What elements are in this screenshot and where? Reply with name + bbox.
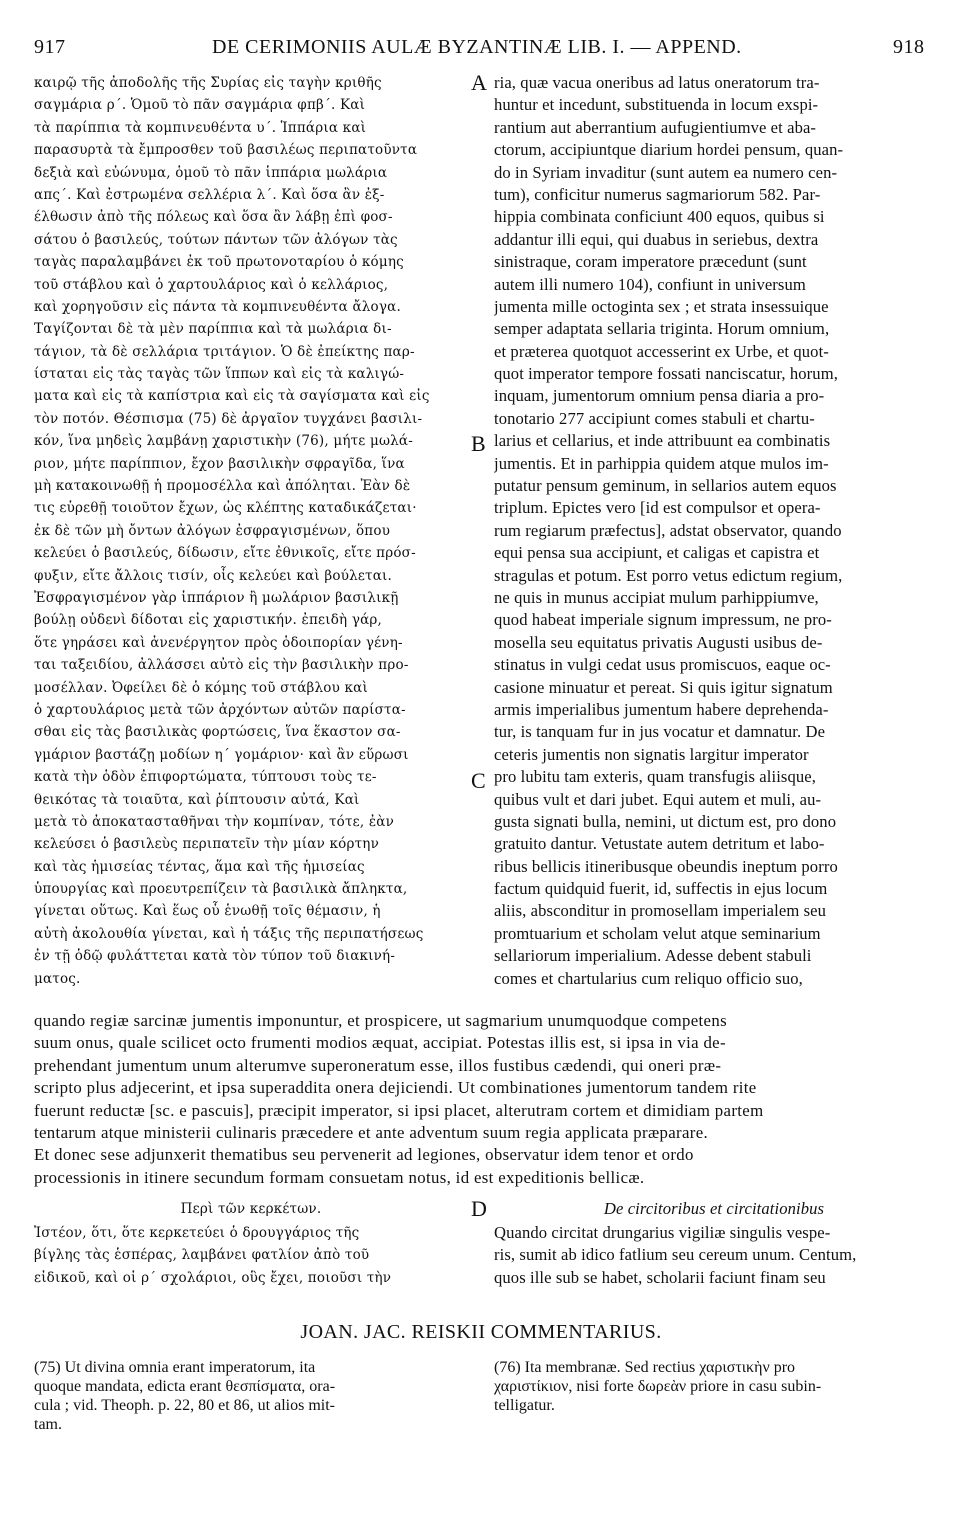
text-line: addantur illi equi, qui duabus in seriebus, dextra bbox=[494, 229, 819, 249]
text-line: χαριστίκιον, nisi forte δωρεὰν priore in casu subin- bbox=[494, 1378, 822, 1395]
text-line: ὅτε γηράσει καὶ ἀνενέργητον πρὸς ὁδοιπορίαν γένη- bbox=[34, 634, 403, 651]
text-line: τάγιον, τὰ δὲ σελλάρια τριτάγιον. Ὁ δὲ ἐπείκτης παρ- bbox=[34, 343, 415, 360]
text-line: απς΄. Καὶ ἐστρωμένα σελλέρια λ΄. Καὶ ὅσα ἂν ἐξ- bbox=[34, 186, 385, 203]
text-line: semper adaptata sellaria triginta. Horum omnium, bbox=[494, 319, 830, 339]
text-line: quod habeat imperiale signum impressum, ne pro- bbox=[494, 610, 832, 630]
text-line: do in Syriam invaditur (sunt autem ea numero cen- bbox=[494, 162, 838, 182]
text-line: ne quis in munus accipiat mulum parhippiumve, bbox=[494, 587, 819, 607]
greek-section-heading: Περὶ τῶν κερκέτων. bbox=[180, 1201, 322, 1217]
text-line: Et donec sese adjunxerit thematibus seu pervenerit ad legiones, observatur idem tenor et ordo bbox=[34, 1145, 694, 1165]
text-line: καιρῷ τῆς ἀποδολῆς τῆς Συρίας εἰς ταγὴν κριθῆς bbox=[34, 75, 382, 91]
text-line: μὴ κατακοινωθῇ ἡ προμοσέλλα καὶ ἀπόληται. Ἐὰν δὲ bbox=[34, 478, 411, 495]
text-line: βούλῃ οὐδενὶ δίδοται εἰς χαριστικήν. ἐπειδὴ γάρ, bbox=[34, 612, 383, 629]
text-line: stragulas et potum. Est porro vetus edictum regium, bbox=[494, 565, 843, 585]
text-line: ὑπουργίας καὶ προευτρεπίζειν τὰ βασιλικὰ ἄπληκτα, bbox=[34, 881, 408, 898]
text-line: quibus vult et dari jubet. Equi autem et muli, au- bbox=[494, 789, 822, 809]
text-line: τοῦ στάβλου καὶ ὁ χαρτουλάριος καὶ ὁ κελλάριος, bbox=[34, 276, 389, 293]
text-line: κόν, ἵνα μηδεὶς λαμβάνῃ χαριστικὴν (76), μήτε μωλά- bbox=[34, 433, 413, 450]
text-line: έλθωσιν ἀπὸ τῆς πόλεως καὶ ὅσα ἂν λάβῃ ἐπὶ φοσ- bbox=[34, 209, 393, 226]
text-line: rum regiarum præfectus], adstat observator, quando bbox=[494, 520, 842, 540]
text-line: ὁ χαρτουλάριος μετὰ τῶν ἀρχόντων αὐτῶν παρίστα- bbox=[34, 701, 406, 718]
text-line: larius et cellarius, et inde attribuunt ea combinatis bbox=[494, 431, 831, 451]
text-line: σαγμάρια ρ΄. Ὁμοῦ τὸ πᾶν σαγμάρια φπβ΄. Καὶ bbox=[34, 97, 366, 114]
text-line: Ταγίζονται δὲ τὰ μὲν παρίππια καὶ τὰ μωλάρια δι- bbox=[34, 321, 392, 338]
text-line: telligatur. bbox=[494, 1397, 555, 1414]
text-line: promtuarium et scholam velut atque seminarium bbox=[494, 923, 821, 943]
text-line: tam. bbox=[34, 1416, 62, 1433]
page-number-left: 917 bbox=[34, 36, 66, 58]
text-line: suum onus, quale scilicet octo frumenti modios æquat, accipiat. Potestas illis est, si ipsa in via de- bbox=[34, 1033, 726, 1053]
text-line: γίνεται οὕτως. Καὶ ἕως οὗ ἑνωθῇ τοῖς θέμασιν, ἡ bbox=[34, 903, 381, 920]
text-line: armis imperialibus jumentum habere deprehenda- bbox=[494, 699, 829, 719]
text-line: quot imperator tempore fossati nanciscatur, horum, bbox=[494, 364, 838, 384]
text-line: jumenta mille octoginta sex ; et strata insessuique bbox=[494, 296, 829, 316]
text-line: μετὰ τὸ ἀποκατασταθῆναι τὴν κομπίναν, τότε, ἐὰν bbox=[34, 813, 394, 830]
text-line: γμάριον βαστάζῃ μοδίων η΄ γομάριον· καὶ ἂν εὕρωσι bbox=[34, 746, 409, 763]
text-line: ριον, μήτε παρίππιον, ἔχον βασιλικὴν σφραγῖδα, ἵνα bbox=[34, 455, 405, 472]
text-line: autem illi numero 104), confiunt in universum bbox=[494, 274, 806, 294]
text-line: processionis in itinere secundum formam consuetam notus, id est expeditionis bellicæ. bbox=[34, 1167, 645, 1187]
text-line: comes et chartularius cum reliquo officio suo, bbox=[494, 968, 803, 988]
text-line: ἐκ δὲ τῶν μὴ ὄντων ἀλόγων ἐσφραγισμένων, ὅπου bbox=[34, 522, 391, 539]
text-line: σθαι εἰς τὰς βασιλικὰς φορτώσεις, ἵνα ἕκαστον σα- bbox=[34, 724, 401, 741]
text-line: quando regiæ sarcinæ jumentis imponuntur, et prospicere, ut sagmarium unumquodque competens bbox=[34, 1011, 727, 1030]
text-line: ceteris jumentis non signatis largitur imperator bbox=[494, 744, 809, 764]
text-line: factum quidquid fuerit, id, suffectis in ejus locum bbox=[494, 879, 828, 899]
text-line: ται ταξειδίου, ἀλλάσσει αὐτὸ εἰς τὴν βασιλικὴν προ- bbox=[34, 657, 409, 674]
text-line: τὸν ποτόν. Θέσπισμα (75) δὲ ἀργαῖον τυγχάνει βασιλι- bbox=[34, 410, 423, 427]
text-line: tonotario 277 accipiunt comes stabuli et chartu- bbox=[494, 408, 815, 428]
text-line: τὰ παρίππια τὰ κομπινευθέντα υ΄. Ἱππάρια καὶ bbox=[34, 119, 367, 136]
text-line: tum), conficitur numerus sagmariorum 582. Par- bbox=[494, 184, 821, 204]
text-line: fuerunt reductæ [sc. e pascuis], præcipit imperator, si ipsi placet, alterutram cortem et dimidiam partem bbox=[34, 1100, 764, 1120]
text-line: καὶ χορηγοῦσιν εἰς πάντα τὰ κομπινευθέντα ἄλογα. bbox=[34, 298, 401, 315]
text-line: κελεύει ὁ βασιλεύς, δίδωσιν, εἴτε ἐθνικοῖς, εἴτε πρόσ- bbox=[34, 545, 416, 562]
text-line: gusta signati bulla, nemini, ut dictum est, pro dono bbox=[494, 811, 837, 831]
footnote-76 bbox=[494, 1358, 934, 1415]
text-line: quoque mandata, edicta erant θεσπίσματα, ora- bbox=[34, 1378, 336, 1395]
text-line: gratuito dantur. Vetustate autem detritum et labo- bbox=[494, 834, 825, 854]
text-line: aliis, absconditur in promosellam imperialem seu bbox=[494, 901, 826, 921]
text-line: ribus bellicis itineribusque obeundis ineptum porro bbox=[494, 856, 838, 876]
text-line: καὶ τὰς ἡμισείας τέντας, ἅμα καὶ τῆς ἡμισείας bbox=[34, 858, 365, 875]
running-title: DE CERIMONIIS AULÆ BYZANTINÆ LIB. I. — APPEND. bbox=[212, 36, 742, 58]
text-line: σάτου ὁ βασιλεύς, τούτων πάντων τῶν ἀλόγων τὰς bbox=[34, 231, 398, 248]
text-line: stinatus in vulgi cedat usus promiscuos, eaque oc- bbox=[494, 655, 831, 675]
text-line: inquam, jumentorum omnium pensa diaria a pro- bbox=[494, 386, 825, 406]
latin-section-heading: De circitoribus et circitationibus bbox=[603, 1199, 825, 1218]
text-line: θεικότας τὰ τοιαῦτα, καὶ ῥίπτουσιν αὐτά, Καὶ bbox=[34, 791, 360, 808]
margin-marker-b: B bbox=[471, 431, 486, 456]
text-line: (75) Ut divina omnia erant imperatorum, ita bbox=[34, 1359, 316, 1376]
text-line: triplum. Epictes vero [id est compulsor et opera- bbox=[494, 498, 821, 518]
text-line: (76) Ita membranæ. Sed rectius χαριστικὴν pro bbox=[494, 1359, 796, 1376]
text-line: jumentis. Et in parhippia quidem atque mulos im- bbox=[494, 453, 829, 473]
text-line: putatur pensum geminum, in sellarios autem equos bbox=[494, 476, 837, 496]
greek-text-bottom bbox=[34, 1222, 468, 1289]
text-line: rantium aut aberrantium aufugientiumve et aba- bbox=[494, 117, 817, 137]
text-line: Ἰστέον, ὅτι, ὅτε κερκετεύει ὁ δρουγγάριος τῆς bbox=[34, 1225, 360, 1241]
margin-marker-d: D bbox=[471, 1196, 487, 1221]
text-line: Quando circitat drungarius vigiliæ singulis vespe- bbox=[494, 1223, 831, 1242]
latin-full-width-text bbox=[34, 1010, 934, 1189]
text-line: ris, sumit ab idico fatlium seu cereum unum. Centum, bbox=[494, 1245, 857, 1265]
running-header bbox=[0, 36, 962, 64]
text-line: ἐν τῇ ὁδῷ φυλάττεται κατὰ τὸν τύπον τοῦ διακινή- bbox=[34, 948, 396, 965]
text-line: μοσέλλαν. Ὀφείλει δὲ ὁ κόμης τοῦ στάβλου καὶ bbox=[34, 679, 368, 696]
latin-text-bottom bbox=[494, 1222, 934, 1289]
text-line: ταγὰς παραλαμβάνει ἐκ τοῦ πρωτονοταρίου ὁ κόμης bbox=[34, 254, 404, 271]
footnote-75 bbox=[34, 1358, 464, 1434]
text-line: κατὰ τὴν ὁδὸν ἐπιφορτώματα, τύπτουσι τοὺς τε- bbox=[34, 769, 377, 786]
text-line: huntur et incedunt, substituenda in locum exspi- bbox=[494, 95, 819, 115]
text-line: παρασυρτὰ τὰ ἔμπροσθεν τοῦ βασιλέως περιπατοῦντα bbox=[34, 142, 418, 159]
text-line: et præterea quotquot accesserint ex Urbe, et quot- bbox=[494, 341, 829, 361]
text-line: φυξιν, εἴτε ἄλλοις τισίν, οἷς κελεύει καὶ βούλεται. bbox=[34, 567, 393, 584]
text-line: sinistraque, coram imperatore præcedunt (sunt bbox=[494, 252, 807, 272]
text-line: ctorum, accipiuntque diarium hordei pensum, quan- bbox=[494, 140, 844, 160]
margin-marker-a: A bbox=[471, 70, 487, 95]
text-line: δεξιὰ καὶ εὐώνυμα, ὁμοῦ τὸ πᾶν ἱππάρια μωλάρια bbox=[34, 164, 388, 181]
commentary-title: JOAN. JAC. REISKII COMMENTARIUS. bbox=[300, 1321, 662, 1343]
text-line: casione minuatur et pereat. Si quis igitur signatum bbox=[494, 677, 833, 697]
text-line: εἰδικοῦ, καὶ οἱ ρ΄ σχολάριοι, οὓς ἔχει, ποιοῦσι τὴν bbox=[34, 1269, 392, 1286]
text-line: Ἐσφραγισμένον γὰρ ἱππάριον ἢ μωλάριον βασιλικῇ bbox=[34, 589, 399, 606]
text-line: quos ille sub se habet, scholarii faciunt finam seu bbox=[494, 1267, 826, 1287]
text-line: scripto plus adjecerint, et ipsa superaddita onera dejiciendi. Ut combinationes jumentorum tandem rite bbox=[34, 1078, 757, 1098]
text-line: equi pensa sua accipiunt, et caligas et capistra et bbox=[494, 543, 820, 563]
greek-text-column bbox=[34, 72, 468, 990]
text-line: tentarum atque ministerii culinaris præcedere et ante adventum suum regia applicata præparare. bbox=[34, 1122, 709, 1142]
text-line: κελεύσει ὁ βασιλεὺς περιπατεῖν τὴν μίαν κόρτην bbox=[34, 836, 379, 853]
text-line: ματα καὶ εἰς τὰ καπίστρια καὶ εἰς τὰ σαγίσματα καὶ εἰς bbox=[34, 388, 430, 405]
text-line: pro lubitu tam exteris, quam transfugis aliisque, bbox=[494, 767, 816, 787]
text-line: ματος. bbox=[34, 970, 81, 987]
text-line: prehendant jumentum unum alterumve superoneratum esse, illos fustibus cædendi, qui oneri præ- bbox=[34, 1055, 722, 1075]
text-line: αὐτὴ ἀκολουθία γίνεται, καὶ ἡ τάξις τῆς περιπατήσεως bbox=[34, 925, 424, 942]
text-line: cula ; vid. Theoph. p. 22, 80 et 86, ut alios mit- bbox=[34, 1397, 335, 1414]
text-line: sellariorum imperialium. Adesse debent stabuli bbox=[494, 946, 812, 966]
text-line: τις εὑρεθῇ τοιοῦτον ἔχων, ὡς κλέπτης καταδικάζεται· bbox=[34, 500, 417, 517]
text-line: hippia combinata conficiunt 400 equos, quibus si bbox=[494, 207, 825, 227]
text-line: βίγλης τὰς ἑσπέρας, λαμβάνει φατλίον ἀπὸ τοῦ bbox=[34, 1247, 370, 1264]
page-number-right: 918 bbox=[893, 36, 925, 58]
latin-text-column bbox=[494, 72, 934, 990]
margin-marker-c: C bbox=[471, 768, 486, 793]
text-line: tur, is tanquam fur in jus vocatur et damnatur. De bbox=[494, 722, 826, 742]
text-line: ίσταται εἰς τὰς ταγὰς τῶν ἵππων καὶ εἰς τὰ καλιγώ- bbox=[34, 366, 405, 383]
text-line: mosella seu equitatus privatis Augusti usibus de- bbox=[494, 632, 823, 652]
text-line: ria, quæ vacua oneribus ad latus oneratorum tra- bbox=[494, 73, 820, 92]
